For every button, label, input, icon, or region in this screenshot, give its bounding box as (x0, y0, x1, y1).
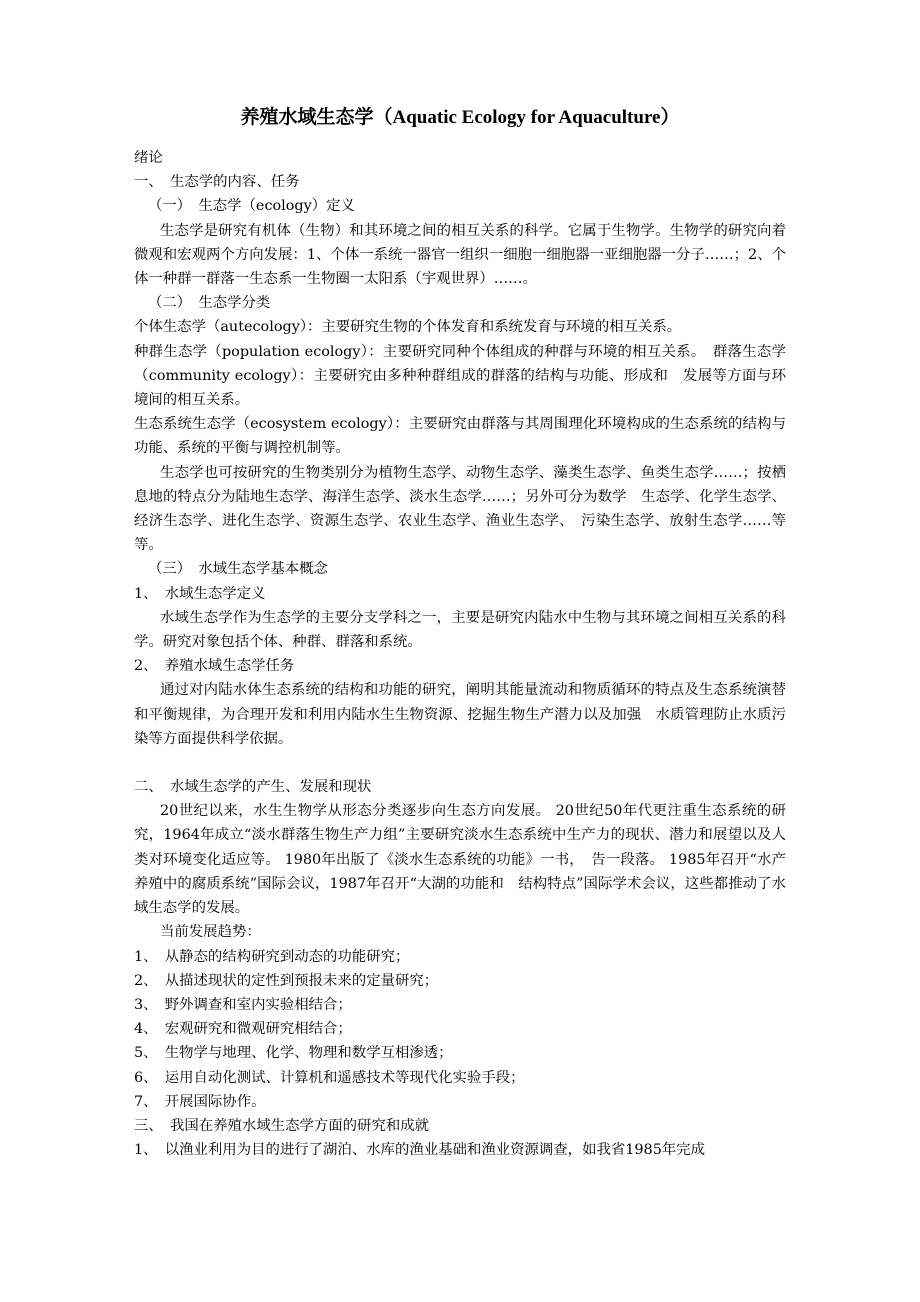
autecology-paragraph: 个体生态学（autecology）：主要研究生物的个体发育和系统发育与环境的相互关系。 (134, 319, 682, 336)
other-classification-paragraph: 生态学也可按研究的生物类别分为植物生态学、动物生态学、藻类生态学、鱼类生态学……；按栖息地的特点分为陆地生态学、海洋生态学、淡水生态学……；另外可分为数学 生态学、化学生态学、经济生态学、进化生态学、资源生态学、农业生态学、渔业生态学、 污染生态学、放射生态学……等等。 (134, 464, 786, 554)
trends-heading: 当前发展趋势： (160, 924, 261, 941)
intro-heading: 绪论 (134, 150, 163, 166)
trend-item: 5、 生物学与地理、化学、物理和数学互相渗透； (134, 1045, 453, 1062)
section-spacer (134, 751, 786, 775)
ecosystem-ecology-paragraph: 生态系统生态学（ecosystem ecology）：主要研究由群落与其周围理化环境构成的生态系统的结构与功能、系统的平衡与调控机制等。 (134, 416, 786, 457)
aquatic-ecology-definition-heading: 1、 水域生态学定义 (134, 585, 266, 602)
aquaculture-ecology-task-paragraph: 通过对内陆水体生态系统的结构和功能的研究，阐明其能量流动和物质循环的特点及生态系统演替和平衡规律，为合理开发和利用内陆水生生物资源、挖掘生物生产潜力以及加强 水质管理防止水质污染等方面提供科学依据。 (134, 682, 786, 747)
subsection-1-3-heading: （三） 水域生态学基本概念 (148, 561, 328, 578)
section-2-heading: 二、 水域生态学的产生、发展和现状 (134, 779, 372, 796)
trend-item: 4、 宏观研究和微观研究相结合； (134, 1021, 352, 1038)
document-title: 养殖水域生态学（Aquatic Ecology for Aquaculture） (240, 107, 680, 128)
trend-item: 6、 运用自动化测试、计算机和遥感技术等现代化实验手段； (134, 1069, 525, 1086)
section-3-heading: 三、 我国在养殖水域生态学方面的研究和成就 (134, 1117, 430, 1134)
ecology-definition-paragraph: 生态学是研究有机体（生物）和其环境之间的相互关系的科学。它属于生物学。生物学的研究向着微观和宏观两个方向发展：1、个体一系统一器官一组织一细胞一细胞器一亚细胞器一分子……；2、个体一种群一群落一生态系一生物圈一太阳系（宇观世界）……。 (134, 222, 786, 288)
document-body (134, 146, 786, 1162)
aquaculture-ecology-task-heading: 2、 养殖水域生态学任务 (134, 658, 295, 675)
section-1-heading: 一、 生态学的内容、任务 (134, 174, 300, 191)
population-community-paragraph: 种群生态学（population ecology）：主要研究同种个体组成的种群与环境的相互关系。 群落生态学（community ecology）：主要研究由多种种群组成的群落的结构与功能、形成和 发展等方面与环境间的相互关系。 (134, 343, 786, 409)
trend-item: 1、 从静态的结构研究到动态的功能研究； (134, 948, 410, 965)
section-3-item-1: 1、 以渔业利用为目的进行了湖泊、水库的渔业基础和渔业资源调查，如我省1985年完成 (134, 1142, 706, 1159)
trend-item: 3、 野外调查和室内实验相结合； (134, 996, 352, 1013)
aquatic-ecology-definition-paragraph: 水域生态学作为生态学的主要分支学科之一，主要是研究内陆水中生物与其环境之间相互关系的科学。研究对象包括个体、种群、群落和系统。 (134, 609, 786, 651)
trend-item: 2、 从描述现状的定性到预报未来的定量研究； (134, 972, 439, 989)
trend-item: 7、 开展国际协作。 (134, 1093, 266, 1110)
history-paragraph: 20世纪以来，水生生物学从形态分类逐步向生态方向发展。 20世纪50年代更注重生态系统的研究，1964年成立“淡水群落生物生产力组”主要研究淡水生态系统中生产力的现状、潜力和展望以及人类对环境变化适应等。 1980年出版了《淡水生态系统的功能》一书， 告一段落。 1985年召开“水产养殖中的腐质系统”国际会议，1987年召开“大湖的功能和 结构特点”国际学术会议，这些都推动了水域生态学的发展。 (134, 803, 786, 917)
subsection-1-2-heading: （二） 生态学分类 (148, 295, 271, 312)
subsection-1-1-heading: （一） 生态学（ecology）定义 (148, 198, 355, 215)
